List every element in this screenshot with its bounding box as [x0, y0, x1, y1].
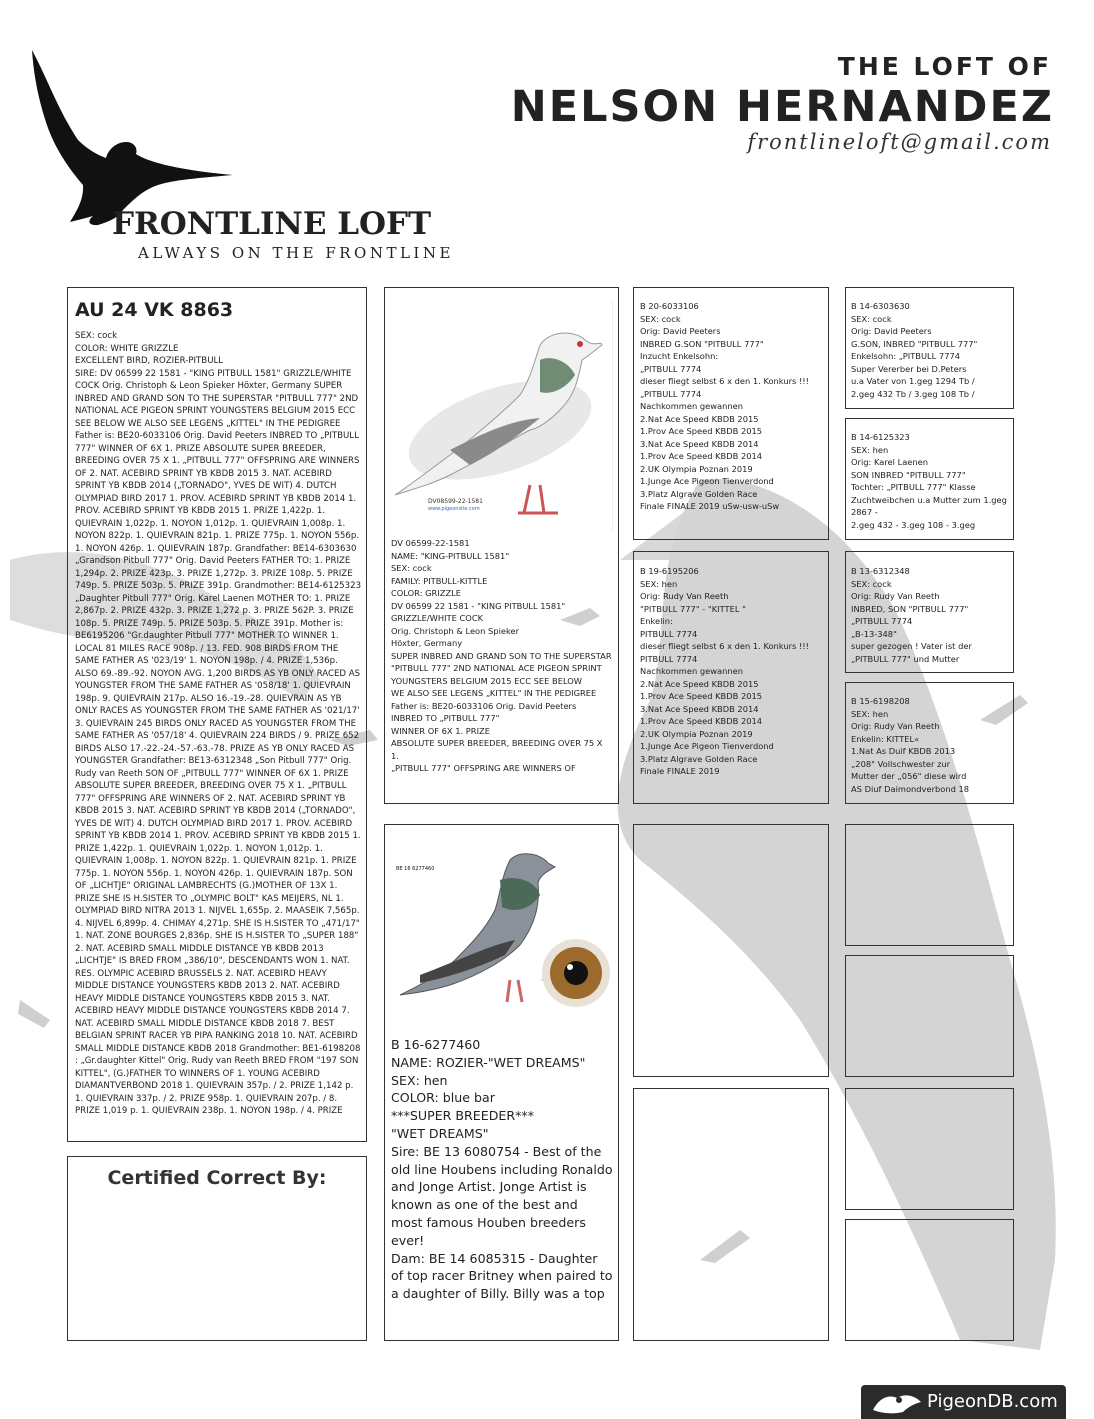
sire-details: DV 06599-22-1581 NAME: "KING-PITBULL 1581" SEX: cock FAMILY: PITBULL-KITTLE COLOR: GRIZZLE DV 06599 22 1581 - "KING PITBULL 1581" GRIZZLE/WHITE COCK Orig. Christoph & Leon Spieker Höxter, Germany SUPER INBRED AND GRAND SON TO THE SUPERSTAR "PITBULL 777" 2ND NATIONAL ACE PIGEON SPRINT YOUNGSTERS BELGIUM 2015 ECC SEE BELOW WE ALSO SEE LEGENS „KITTEL" IN THE PEDIGREE Father is: BE20-6033106 Orig. David Peeters INBRED TO „PITBULL 777" WINNER OF 6X 1. PRIZE ABSOLUTE SUPER BREEDER, BREEDING OVER 75 X 1. „PITBULL 777" OFFSPRING ARE WINNERS OF	[391, 538, 612, 773]
pigeon-photo-grizzle	[390, 300, 612, 532]
sire-photo-site: www.pigeonsite.com	[428, 506, 480, 512]
brand-tagline: ALWAYS ON THE FRONTLINE	[138, 244, 454, 262]
sire-sire-sire-card	[845, 287, 1014, 409]
dam-dam-sire-card	[845, 1088, 1014, 1210]
header-line1: THE LOFT OF	[837, 52, 1052, 81]
sire-sire-details: B 20-6033106 SEX: cock Orig: David Peeters INBRED G.SON "PITBULL 777" Inzucht Enkelsohn: „PITBULL 7774 dieser fliegt selbst 6 x den 1. Konkurs !!! „PITBULL 7774 Nachkommen gewannen 2.Nat Ace Speed KBDB 2015 1.Prov Ace Speed KBDB 2015 3.Nat Ace Speed KBDB 2014 1.Prov Ace Speed KBDB 2014 2.UK Olympia Poznan 2019 1.Junge Ace Pigeon Tienverdond 3.Platz Algrave Golden Race Finale FINALE 2019 uSw-usw-uSw	[640, 301, 809, 511]
main-bird-details: SEX: cock COLOR: WHITE GRIZZLE EXCELLENT BIRD, ROZIER-PITBULL SIRE: DV 06599 22 1581 - "KING PITBULL 1581" GRIZZLE/WHITE COCK Orig. Christoph & Leon Spieker Höxter, Germany SUPER INBRED AND GRAND SON TO THE SUPERSTAR "PITBULL 777" 2ND NATIONAL ACE PIGEON SPRINT YOUNGSTERS BELGIUM 2015 ECC SEE BELOW WE ALSO SEE LEGENS „KITTEL" IN THE PEDIGREE Father is: BE20-6033106 Orig. David Peeters INBRED TO „PITBULL 777" WINNER OF 6X 1. PRIZE ABSOLUTE SUPER BREEDER, BREEDING OVER 75 X 1. „PITBULL 777" OFFSPRING ARE WINNERS OF 2. NAT. ACEBIRD SPRINT YB KBDB 2015 3. NAT. ACEBIRD SPRINT YB KBDB 2014 („TORNADO", YVES DE WIT) 4. DUTCH OLYMPIAD BIRD 2017 1. PROV. ACEBIRD SPRINT YB KBDB 2014 1. PROV. ACEBIRD SPRINT YB KBDB 2015 1. PRIZE 1,422p. 1. QUIEVRAIN 1,022p. 1. NOYON 1,012p. 1. QUIEVRAIN 1,008p. 1. NOYON 822p. 1. QUIEVRAIN 821p. 1. PRIZE 775p. 1. NOYON 556p. 1. NOYON 426p. 1. QUIEVRAIN 187p. Grandfather: BE14-6303630 „Grandson Pitbull 777" Orig. David Peeters FATHER TO: 1. PRIZE 1,294p. 2. PRIZE 423p. 3. PRIZE 1,272p. 3. PRIZE 108p. 5. PRIZE 749p. 5. PRIZE 503p. 5. PRIZE 391p. Grandmother: BE14-6125323 „Daughter Pitbull 777" Orig. Karel Laenen MOTHER TO: 1. PRIZE 2,867p. 2. PRIZE 432p. 3. PRIZE 1,272 p. 3. PRIZE 562P. 3. PRIZE 108p. 5. PRIZE 749p. 5. PRIZE 503p. 5. PRIZE 391p. Mother is: BE6195206 "Gr.daughter Pitbull 777" MOTHER TO WINNER 1. LOCAL 81 MILES RACE 908p. / 13. FED. 908 BIRDS FROM THE SAME FATHER AS '023/19' 1. NOYON 198p. / 4. PRIZE 1,536p. ALSO 69.-89.-92. NOYON AVG. 1,200 BIRDS AS YB ONLY RACED AS YOUNGSTER FROM THE SAME FATHER AS '058/18' 1. QUIEVRAIN 198p. 9. QUIEVRAIN 217p. ALSO 16.-19.-28. QUIEVRAIN AS YB ONLY RACES AS YOUNGSTER FROM THE SAME FATHER AS '021/17' 3. QUIEVRAIN 245 BIRDS ONLY RACED AS YOUNGSTER FROM THE SAME FATHER AS '057/18' 4. QUIEVRAIN 224 BIRDS / 9. PRIZE 652 BIRDS ALSO 17.-22.-24.-57.-63.-78. PRIZE AS YB ONLY RACED AS YOUNGSTER Grandfather: BE13-6312348 „Son Pitbull 777" Orig. Rudy van Reeth SON OF „PITBULL 777" WINNER OF 6X 1. PRIZE ABSOLUTE SUPER BREEDER, BREEDING OVER 75 X 1. „PITBULL 777" OFFSPRING ARE WINNERS OF 2. NAT. ACEBIRD SPRINT YB KBDB 2015 3. NAT. ACEBIRD SPRINT YB KBDB 2014 („TORNADO", YVES DE WIT) 4. DUTCH OLYMPIAD BIRD 2017 1. PROV. ACEBIRD SPRINT YB KBDB 2014 1. PROV. ACEBIRD SPRINT YB KBDB 2015 1. PRIZE 1,422p. 1. QUIEVRAIN 1,022p. 1. NOYON 1,012p. 1. QUIEVRAIN 1,008p. 1. NOYON 822p. 1. QUIEVRAIN 821p. 1. PRIZE 775p. 1. NOYON 556p. 1. NOYON 426p. 1. QUIEVRAIN 187p. SON OF „LICHTJE" ORIGINAL LAMBRECHTS (G.)MOTHER OF 13X 1. PRIZE SHE IS H.SISTER TO „OLYMPIC BOLT" KAS MEIJERS, NL 1. OLYMPIAD BIRD NITRA 2013 1. NIJVEL 1,655p. 2. MAASEIK 7,565p. 4. NIJVEL 6,899p. 4. CHIMAY 4,271p. SHE IS H.SISTER TO „471/17" 1. NAT. ZONE BOURGES 2,836p. SHE IS H.SISTER TO „SUPER 188" 2. NAT. ACEBIRD SMALL MIDDLE DISTANCE YB KBDB 2013 „LICHTJE" IS BRED FROM „386/10", DESCENDANTS WON 1. NAT. RES. OLYMPIC ACEBIRD BRUSSELS 2. NAT. ACEBIRD HEAVY MIDDLE DISTANCE YOUNGSTERS KBDB 2013 2. NAT. ACEBIRD HEAVY MIDDLE DISTANCE YOUNGSTERS KBDB 2015 3. NAT. ACEBIRD HEAVY MIDDLE DISTANCE YOUNGSTERS KBDB 2014 7. NAT. ACEBIRD SMALL MIDDLE DISTANCE KBDB 2018 7. BEST BELGIAN SPRINT RACER YB PIPA RANKING 2018 10. NAT. ACEBIRD SMALL MIDDLE DISTANCE KBDB 2018 Grandmother: BE1-6198208 : „Gr.daughter Kittel" Orig. Rudy van Reeth BRED FROM "197 SON KITTEL", (G.)FATHER TO WINNERS OF 1. YOUNG ACEBIRD DIAMANTVERBOND 2018 1. QUIEVRAIN 357p. / 2. PRIZE 1,142 p. 1. QUIEVRAIN 337p. / 2. PRIZE 958p. 1. QUIEVRAIN 207p. / 8. PRIZE 1,019 p. 1. QUIEVRAIN 238p. 1. NOYON 198p. / 4. PRIZE	[75, 331, 362, 1116]
main-bird-card	[67, 287, 367, 1142]
certified-label: Certified Correct By:	[107, 1167, 327, 1189]
sire-dam-card	[633, 551, 829, 804]
breeder-name: NELSON HERNANDEZ	[510, 82, 1054, 132]
dam-card	[384, 824, 619, 1341]
dam-dam-card	[633, 1088, 829, 1341]
pigeon-photo-bluebar	[390, 835, 612, 1027]
sire-photo-ring: DV08599-22-1581	[428, 498, 483, 505]
dam-dam-dam-card	[845, 1219, 1014, 1341]
dam-photo-ring: BE 16 6277460	[396, 866, 435, 872]
sdd-details: B 15-6198208 SEX: hen Orig: Rudy Van Reeth Enkelin: KITTEL« 1.Nat As Duif KBDB 2013 „208" Vollschwester zur Mutter der „056" diese wird AS Diuf Daimondverbond 18	[851, 696, 970, 794]
sire-dam-sire-card	[845, 551, 1014, 673]
certification-box	[67, 1156, 367, 1341]
dam-sire-card	[633, 824, 829, 1077]
sire-sire-card	[633, 287, 829, 540]
pigeondb-logo-icon	[869, 1390, 925, 1416]
main-ring-number: AU 24 VK 8863	[75, 299, 234, 321]
ssd-details: B 14-6125323 SEX: hen Orig: Karel Laenen SON INBRED "PITBULL 777" Tochter: „PITBULL 777" Klasse Zuchtweibchen u.a Mutter zum 1.geg 2867 - 2.geg 432 - 3.geg 108 - 3.geg	[851, 432, 1007, 530]
pigeondb-badge[interactable]	[861, 1385, 1066, 1419]
dam-sire-sire-card	[845, 824, 1014, 946]
pigeondb-label: PigeonDB.com	[927, 1391, 1058, 1412]
sire-sire-dam-card	[845, 418, 1014, 540]
sss-details: B 14-6303630 SEX: cock Orig: David Peeters G.SON, INBRED "PITBULL 777" Enkelsohn: „PITBULL 7774 Super Vererber bei D.Peters u.a Vater von 1.geg 1294 Tb / 2.geg 432 Tb / 3.geg 108 Tb /	[851, 301, 978, 399]
contact-email: frontlineloft@gmail.com	[747, 130, 1052, 154]
dam-photo	[390, 835, 612, 1027]
brand-name: FRONTLINE LOFT	[112, 206, 432, 242]
sire-card	[384, 287, 619, 804]
pigeon-logo-icon	[28, 50, 248, 230]
dam-details: B 16-6277460 NAME: ROZIER-"WET DREAMS" SEX: hen COLOR: blue bar ***SUPER BREEDER*** "WET DREAMS" Sire: BE 13 6080754 - Best of the old line Houbens including Ronaldo and Jonge Artist. Jonge Artist is known as one of the best and most famous Houben breeders ever! Dam: BE 14 6085315 - Daughter of top racer Britney when paired to a daughter of Billy. Billy was a top	[391, 1037, 613, 1302]
sire-photo	[390, 300, 613, 532]
sire-dam-details: B 19-6195206 SEX: hen Orig: Rudy Van Reeth "PITBULL 777" - "KITTEL " Enkelin: PITBULL 7774 dieser fliegt selbst 6 x den 1. Konkurs !!! PITBULL 7774 Nachkommen gewannen 2.Nat Ace Speed KBDB 2015 1.Prov Ace Speed KBDB 2015 3.Nat Ace Speed KBDB 2014 1.Prov Ace Speed KBDB 2014 2.UK Olympia Poznan 2019 1.Junge Ace Pigeon Tienverdond 3.Platz Algrave Golden Race Finale FINALE 2019	[640, 566, 809, 776]
sds-details: B 13-6312348 SEX: cock Orig: Rudy Van Reeth INBRED, SON "PITBULL 777" „PITBULL 7774 „B-13-348" super gezogen ! Vater ist der „PITBULL 777" und Mutter	[851, 566, 972, 664]
sire-dam-dam-card	[845, 682, 1014, 804]
dam-sire-dam-card	[845, 955, 1014, 1077]
